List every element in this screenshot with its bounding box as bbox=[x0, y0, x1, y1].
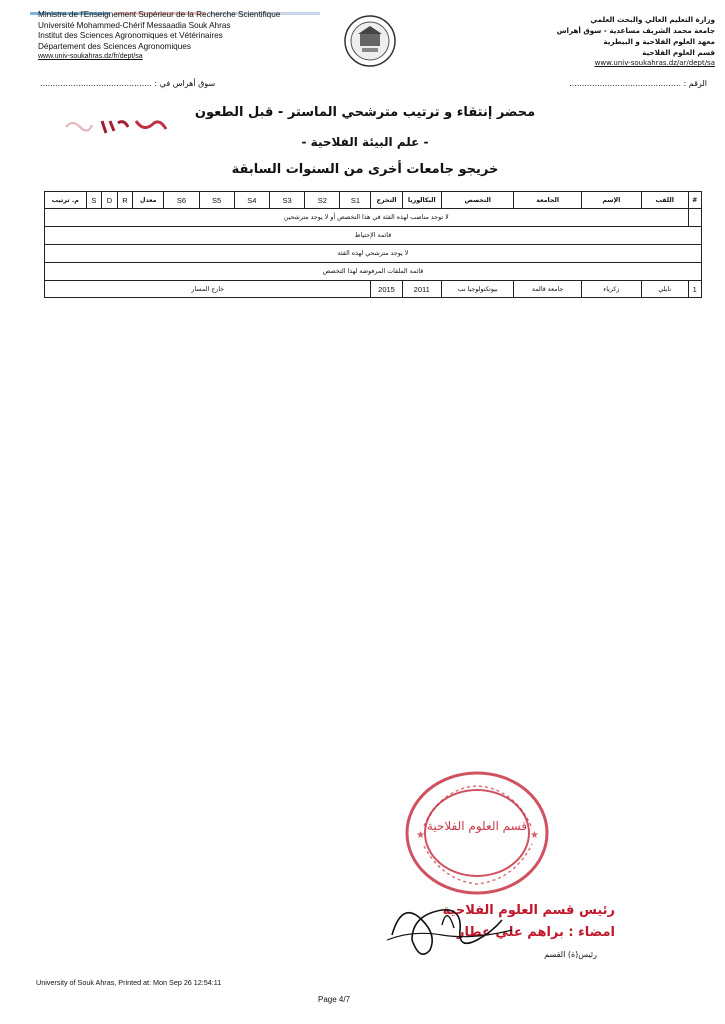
cell-bac-year: 2011 bbox=[402, 281, 441, 298]
col-specialty: التخصص bbox=[441, 192, 514, 209]
col-s5: S5 bbox=[199, 192, 234, 209]
col-graduation: التخرج bbox=[371, 192, 402, 209]
note-no-positions: لا توجد مناصب لهذه الفئة في هذا التخصص أو لا يوجد مترشحين bbox=[45, 209, 689, 227]
header-french-block bbox=[38, 10, 338, 63]
col-r: R bbox=[117, 192, 133, 209]
col-s2: S2 bbox=[305, 192, 340, 209]
col-s: S bbox=[86, 192, 102, 209]
note-rejected-list: قائمة الملفات المرفوضة لهذا التخصص bbox=[45, 263, 702, 281]
header-line-institute: Institut des Sciences Agronomiques et Vétérinaires bbox=[38, 31, 223, 40]
header-line-university: Université Mohammed-Chérif Messaadia Souk Ahras bbox=[38, 20, 231, 30]
section-title: خريجو جامعات أخرى من السنوات السابقة bbox=[231, 162, 499, 177]
cell-specialty: بيوتكنولوجيا نب bbox=[441, 281, 514, 298]
col-university: الجامعة bbox=[514, 192, 581, 209]
header-ar-ministry: وزارة التعليم العالي والبحث العلمي bbox=[590, 15, 715, 24]
col-bac: البكالوريا bbox=[402, 192, 441, 209]
header-ar-institute: معهد العلوم الفلاحية و البيطرية bbox=[603, 37, 715, 46]
col-rank-avg: م. ترتيب bbox=[45, 192, 87, 209]
candidates-table bbox=[44, 191, 702, 298]
document-title: محضر إنتقاء و ترتيب مترشحي الماستر - قبل الطعون bbox=[194, 105, 536, 120]
note-reserve-list: قائمة الإحتياط bbox=[45, 227, 702, 245]
university-logo bbox=[343, 14, 397, 68]
header-line-ministry: Ministre de l'Enseignement Supérieur de la Recherche Scientifique bbox=[38, 10, 281, 19]
cell-number: 1 bbox=[688, 281, 701, 298]
header-ar-department: قسم العلوم الفلاحية bbox=[642, 48, 715, 57]
note-no-candidates: لا يوجد مترشحي لهذه الفئة bbox=[45, 245, 702, 263]
handwritten-signature bbox=[382, 880, 522, 974]
header-url-ar[interactable]: www.univ-soukahras.dz/ar/dept/sa bbox=[594, 59, 715, 67]
col-s4: S4 bbox=[234, 192, 269, 209]
signature-title: رئيس قسم العلوم الفلاحية bbox=[442, 903, 615, 918]
print-footer: University of Souk Ahras, Printed at: Mon Sep 26 12:54:11 bbox=[36, 978, 222, 987]
header-line-department: Département des Sciences Agronomiques bbox=[38, 41, 191, 51]
col-first-name: الإسم bbox=[581, 192, 641, 209]
cell-remark: خارج المسار bbox=[45, 281, 371, 298]
signature-name: امضاء : براهم علي عطار bbox=[456, 925, 615, 940]
svg-text:★: ★ bbox=[530, 830, 539, 841]
col-last-name: اللقب bbox=[641, 192, 688, 209]
cell-grad-year: 2015 bbox=[371, 281, 402, 298]
stamp-text: قسم العلوم الفلاحية bbox=[426, 819, 528, 833]
cell-university: جامعة قالمة bbox=[514, 281, 581, 298]
table-header-row bbox=[45, 192, 702, 209]
col-d: D bbox=[102, 192, 118, 209]
table-note-row bbox=[45, 263, 702, 281]
table-note-row bbox=[45, 209, 702, 227]
col-s1: S1 bbox=[340, 192, 371, 209]
page-number: Page 4/7 bbox=[318, 995, 351, 1004]
cell-first-name: زكرياء bbox=[581, 281, 641, 298]
svg-text:★: ★ bbox=[416, 830, 425, 841]
place-date-line: سوق أهراس في : ............................................ bbox=[40, 79, 216, 88]
table-note-row bbox=[45, 227, 702, 245]
header-url-fr[interactable]: www.univ-soukahras.dz/fr/dept/sa bbox=[38, 53, 143, 60]
table-note-row bbox=[45, 245, 702, 263]
top-color-bar bbox=[30, 0, 330, 3]
col-number: # bbox=[688, 192, 701, 209]
table-row bbox=[45, 281, 702, 298]
col-s6: S6 bbox=[164, 192, 199, 209]
specialty-title: - علم البيئة الفلاحية - bbox=[301, 135, 429, 149]
header-arabic-block bbox=[485, 14, 715, 69]
header-ar-university: جامعة محمد الشريف مساعدية - سوق أهراس bbox=[556, 26, 715, 35]
red-ink-mark bbox=[62, 115, 172, 141]
cell-last-name: نايلي bbox=[641, 281, 688, 298]
col-s3: S3 bbox=[269, 192, 304, 209]
reference-number-line: الرقم : ............................................ bbox=[569, 79, 707, 88]
signature-role: رئيس(ة) القسم bbox=[544, 950, 597, 959]
col-average: معدل bbox=[133, 192, 164, 209]
